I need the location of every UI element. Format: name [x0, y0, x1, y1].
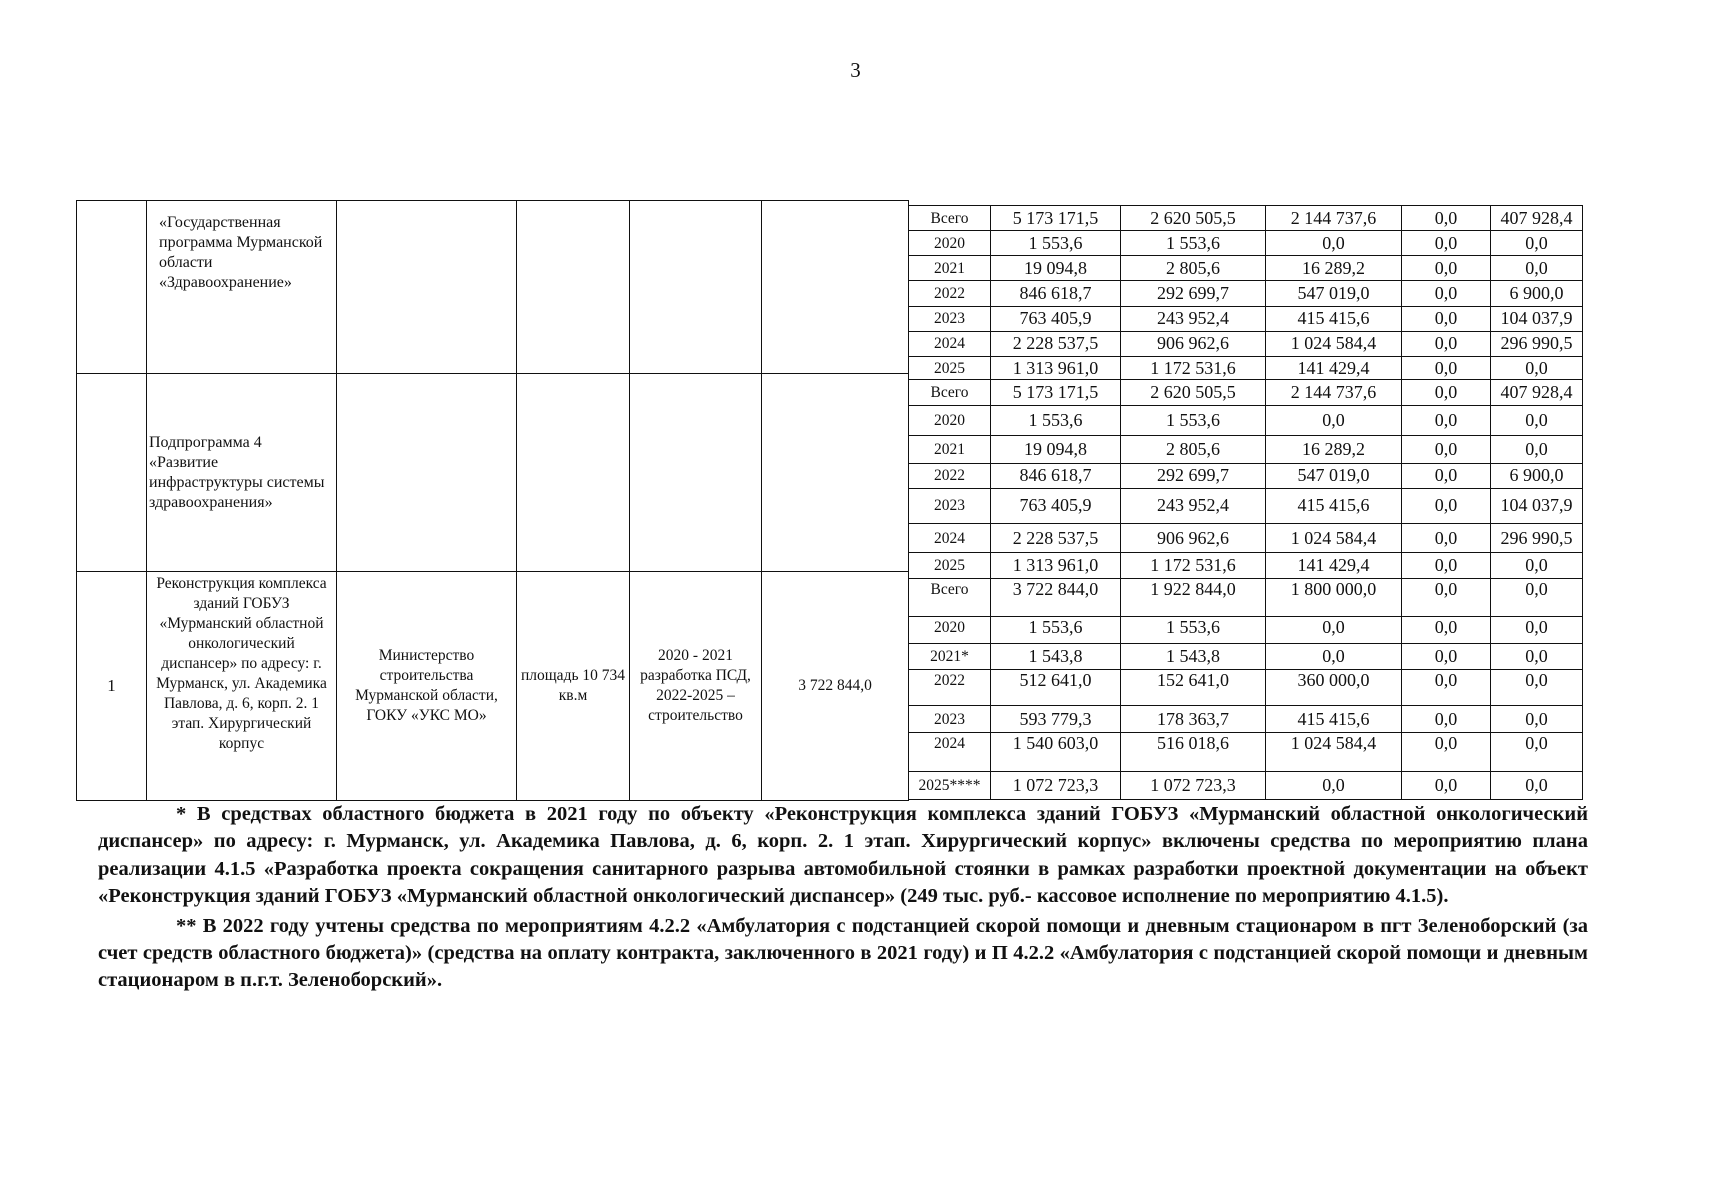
amount-cell: 1 072 723,3 [991, 771, 1121, 799]
amount-cell: 0,0 [1491, 256, 1583, 281]
object-number: 1 [77, 572, 147, 801]
table-row [909, 206, 1583, 231]
program-customer-cell [337, 201, 517, 374]
amount-cell: 0,0 [1402, 706, 1491, 733]
table-row [909, 380, 1583, 406]
amount-cell: 2 228 537,5 [991, 331, 1121, 356]
subprogram-cost-cell [762, 374, 909, 572]
amount-cell: 0,0 [1402, 206, 1491, 231]
amount-cell: 0,0 [1402, 771, 1491, 799]
table-row [909, 231, 1583, 256]
amount-cell: 243 952,4 [1121, 306, 1266, 331]
table-row [909, 331, 1583, 356]
amount-cell: 0,0 [1402, 669, 1491, 705]
amount-cell: 0,0 [1402, 331, 1491, 356]
program-cost-cell [762, 201, 909, 374]
amount-cell: 0,0 [1402, 616, 1491, 643]
amount-cell: 104 037,9 [1491, 306, 1583, 331]
amount-cell: 0,0 [1266, 406, 1402, 436]
table-row [909, 706, 1583, 733]
program-num-cell [77, 201, 147, 374]
year-cell: 2022 [909, 281, 991, 306]
amount-cell: 5 173 171,5 [991, 206, 1121, 231]
table-row [909, 579, 1583, 616]
object-period: 2020 - 2021 разработка ПСД, 2022-2025 – строительство [630, 572, 762, 801]
amount-cell: 292 699,7 [1121, 463, 1266, 488]
footnote-1: * В средствах областного бюджета в 2021 году по объекту «Реконструкция комплекса зданий ГОБУЗ «Мурманский областной онкологический диспансер» по адресу: г. Мурманск, ул. Академика Павлова, д. 6, корп. 2. 1 этап. Хирургический корпус» включены средства по мероприятию плана реализации 4.1.5 «Разработка проекта сокращения санитарного разрыва автомобильной стоянки в рамках разработки проектной документации на объект «Реконструкция зданий ГОБУЗ «Мурманский областной онкологический диспансер» (249 тыс. руб.- кассовое исполнение по мероприятию 4.1.5). [98, 803, 1588, 908]
amount-cell: 1 024 584,4 [1266, 331, 1402, 356]
amount-cell: 415 415,6 [1266, 706, 1402, 733]
amount-cell: 0,0 [1491, 733, 1583, 771]
amount-cell: 0,0 [1491, 706, 1583, 733]
year-cell: 2022 [909, 669, 991, 705]
amount-cell: 0,0 [1491, 669, 1583, 705]
year-cell: 2021 [909, 256, 991, 281]
footnote-2: ** В 2022 году учтены средства по мероприятиям 4.2.2 «Амбулатория с подстанцией скорой помощи и дневным стационаром в пгт Зеленоборский (за счет средств областного бюджета)» (средства на оплату контракта, заключенного в 2021 году) и П 4.2.2 «Амбулатория с подстанцией скорой помощи и дневным стационаром в п.г.т. Зеленоборский». [98, 914, 1588, 992]
amount-cell: 763 405,9 [991, 488, 1121, 523]
amount-cell: 415 415,6 [1266, 306, 1402, 331]
year-cell: 2023 [909, 706, 991, 733]
program-name: «Государственная программа Мурманской области «Здравоохранение» [147, 201, 337, 374]
amount-cell: 906 962,6 [1121, 331, 1266, 356]
amount-cell: 0,0 [1491, 406, 1583, 436]
table-row [909, 463, 1583, 488]
subprogram-capacity-cell [517, 374, 630, 572]
amount-cell: 0,0 [1266, 231, 1402, 256]
amount-cell: 2 228 537,5 [991, 524, 1121, 553]
amount-cell: 0,0 [1491, 579, 1583, 616]
amount-cell: 16 289,2 [1266, 256, 1402, 281]
amount-cell: 906 962,6 [1121, 524, 1266, 553]
amount-cell: 5 173 171,5 [991, 380, 1121, 406]
amount-cell: 2 620 505,5 [1121, 380, 1266, 406]
amount-cell: 0,0 [1402, 436, 1491, 463]
amount-cell: 547 019,0 [1266, 463, 1402, 488]
amount-cell: 0,0 [1266, 643, 1402, 669]
program-period-cell [630, 201, 762, 374]
object-customer: Министерство строительства Мурманской области, ГОКУ «УКС МО» [337, 572, 517, 801]
amount-cell: 1 553,6 [1121, 231, 1266, 256]
amount-cell: 1 553,6 [1121, 616, 1266, 643]
amount-cell: 3 722 844,0 [991, 579, 1121, 616]
table-finance [908, 205, 1583, 800]
amount-cell: 0,0 [1402, 553, 1491, 579]
amount-cell: 763 405,9 [991, 306, 1121, 331]
table-row [909, 733, 1583, 771]
year-cell: 2021* [909, 643, 991, 669]
amount-cell: 360 000,0 [1266, 669, 1402, 705]
year-cell: 2024 [909, 331, 991, 356]
amount-cell: 1 313 961,0 [991, 356, 1121, 379]
object-cost: 3 722 844,0 [762, 572, 909, 801]
amount-cell: 0,0 [1266, 771, 1402, 799]
table-row-subprogram [77, 374, 909, 572]
amount-cell: 415 415,6 [1266, 488, 1402, 523]
amount-cell: 0,0 [1402, 463, 1491, 488]
amount-cell: 1 540 603,0 [991, 733, 1121, 771]
table-row-object [77, 572, 909, 801]
year-cell: 2023 [909, 306, 991, 331]
year-cell: 2025**** [909, 771, 991, 799]
amount-cell: 2 805,6 [1121, 436, 1266, 463]
amount-cell: 0,0 [1402, 380, 1491, 406]
year-cell: 2024 [909, 733, 991, 771]
amount-cell: 0,0 [1491, 356, 1583, 379]
table-row [909, 553, 1583, 579]
amount-cell: 846 618,7 [991, 281, 1121, 306]
amount-cell: 0,0 [1402, 281, 1491, 306]
amount-cell: 0,0 [1402, 643, 1491, 669]
amount-cell: 1 553,6 [991, 231, 1121, 256]
amount-cell: 0,0 [1402, 579, 1491, 616]
table-row [909, 488, 1583, 523]
amount-cell: 512 641,0 [991, 669, 1121, 705]
amount-cell: 1 072 723,3 [1121, 771, 1266, 799]
year-cell: 2020 [909, 231, 991, 256]
amount-cell: 407 928,4 [1491, 206, 1583, 231]
program-capacity-cell [517, 201, 630, 374]
amount-cell: 0,0 [1402, 231, 1491, 256]
amount-cell: 516 018,6 [1121, 733, 1266, 771]
amount-cell: 1 922 844,0 [1121, 579, 1266, 616]
table-row [909, 256, 1583, 281]
amount-cell: 407 928,4 [1491, 380, 1583, 406]
amount-cell: 1 024 584,4 [1266, 524, 1402, 553]
year-cell: 2023 [909, 488, 991, 523]
amount-cell: 0,0 [1402, 256, 1491, 281]
amount-cell: 0,0 [1402, 356, 1491, 379]
amount-cell: 1 553,6 [1121, 406, 1266, 436]
amount-cell: 16 289,2 [1266, 436, 1402, 463]
amount-cell: 6 900,0 [1491, 463, 1583, 488]
amount-cell: 1 553,6 [991, 406, 1121, 436]
year-cell: Всего [909, 380, 991, 406]
amount-cell: 6 900,0 [1491, 281, 1583, 306]
amount-cell: 1 543,8 [1121, 643, 1266, 669]
amount-cell: 0,0 [1491, 553, 1583, 579]
amount-cell: 1 313 961,0 [991, 553, 1121, 579]
finance-body [909, 206, 1583, 800]
amount-cell: 0,0 [1491, 771, 1583, 799]
amount-cell: 1 800 000,0 [1266, 579, 1402, 616]
subprogram-name: Подпрограмма 4 «Развитие инфраструктуры системы здравоохранения» [147, 374, 337, 572]
amount-cell: 0,0 [1402, 488, 1491, 523]
year-cell: Всего [909, 206, 991, 231]
amount-cell: 0,0 [1266, 616, 1402, 643]
table-row [909, 436, 1583, 463]
year-cell: 2022 [909, 463, 991, 488]
amount-cell: 0,0 [1491, 231, 1583, 256]
year-cell: 2021 [909, 436, 991, 463]
table-row [909, 616, 1583, 643]
table-row [909, 281, 1583, 306]
amount-cell: 0,0 [1491, 436, 1583, 463]
amount-cell: 141 429,4 [1266, 356, 1402, 379]
table-row [909, 306, 1583, 331]
amount-cell: 2 144 737,6 [1266, 380, 1402, 406]
amount-cell: 2 805,6 [1121, 256, 1266, 281]
amount-cell: 0,0 [1402, 733, 1491, 771]
object-capacity: площадь 10 734 кв.м [517, 572, 630, 801]
year-cell: 2020 [909, 406, 991, 436]
amount-cell: 1 553,6 [991, 616, 1121, 643]
subprogram-customer-cell [337, 374, 517, 572]
amount-cell: 0,0 [1491, 616, 1583, 643]
year-cell: 2025 [909, 553, 991, 579]
year-cell: 2024 [909, 524, 991, 553]
table-row-program [77, 201, 909, 374]
year-cell: 2025 [909, 356, 991, 379]
table-row [909, 771, 1583, 799]
page-number: 3 [850, 58, 861, 82]
subprogram-num-cell [77, 374, 147, 572]
table-row [909, 524, 1583, 553]
amount-cell: 19 094,8 [991, 436, 1121, 463]
amount-cell: 846 618,7 [991, 463, 1121, 488]
table-row [909, 356, 1583, 379]
amount-cell: 152 641,0 [1121, 669, 1266, 705]
year-cell: Всего [909, 579, 991, 616]
amount-cell: 19 094,8 [991, 256, 1121, 281]
amount-cell: 0,0 [1402, 306, 1491, 331]
year-cell: 2020 [909, 616, 991, 643]
table-left-columns [76, 200, 909, 801]
amount-cell: 2 620 505,5 [1121, 206, 1266, 231]
amount-cell: 1 543,8 [991, 643, 1121, 669]
amount-cell: 104 037,9 [1491, 488, 1583, 523]
object-name: Реконструкция комплекса зданий ГОБУЗ «Мурманский областной онкологический диспансер» по адресу: г. Мурманск, ул. Академика Павлова, д. 6, корп. 2. 1 этап. Хирургический корпус [147, 572, 337, 801]
amount-cell: 292 699,7 [1121, 281, 1266, 306]
amount-cell: 1 024 584,4 [1266, 733, 1402, 771]
amount-cell: 296 990,5 [1491, 331, 1583, 356]
amount-cell: 141 429,4 [1266, 553, 1402, 579]
amount-cell: 243 952,4 [1121, 488, 1266, 523]
amount-cell: 178 363,7 [1121, 706, 1266, 733]
amount-cell: 547 019,0 [1266, 281, 1402, 306]
amount-cell: 0,0 [1402, 406, 1491, 436]
table-row [909, 643, 1583, 669]
amount-cell: 1 172 531,6 [1121, 553, 1266, 579]
table-row [909, 406, 1583, 436]
amount-cell: 2 144 737,6 [1266, 206, 1402, 231]
amount-cell: 593 779,3 [991, 706, 1121, 733]
amount-cell: 1 172 531,6 [1121, 356, 1266, 379]
footnotes [98, 801, 1588, 995]
amount-cell: 296 990,5 [1491, 524, 1583, 553]
amount-cell: 0,0 [1402, 524, 1491, 553]
table-row [909, 669, 1583, 705]
subprogram-period-cell [630, 374, 762, 572]
amount-cell: 0,0 [1491, 643, 1583, 669]
